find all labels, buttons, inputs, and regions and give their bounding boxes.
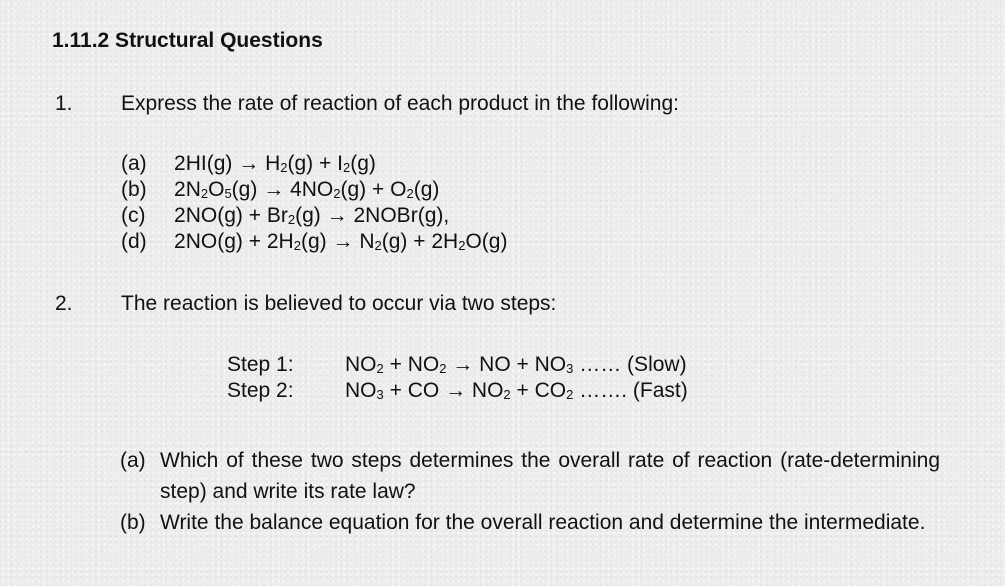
equation-text: $2NO(g) + 2H_2(g) \to N_2(g) + 2H_2O(g)$ [174,230,508,253]
reaction-step [227,352,688,378]
step-equation: $NO_2 + NO_2$ → NO + $NO_3$ …… (Slow) [345,353,687,376]
question-1-number: 1. [55,92,73,115]
step-equation: $NO_3$ + CO → $NO_2 + CO_2$ ……. (Fast) [345,379,688,402]
step-label: Step 2: [227,379,294,402]
equation-text: $2NO(g) + Br_2(g)$ → 2NOBr(g), [174,204,450,227]
question-2-number: 2. [55,292,73,315]
equation-label: (a) [121,152,147,175]
equation-item [121,203,507,229]
sub-question-label: (b) [120,511,146,534]
equation-item [121,177,507,203]
equation-text: $2N_2O_5(g) \to 4NO_2(g) + O_2(g)$ [174,178,440,201]
question-2-prompt: The reaction is believed to occur via two steps: [121,292,557,315]
section-heading: 1.11.2 Structural Questions [52,29,323,52]
question-1-prompt: Express the rate of reaction of each product in the following: [121,92,679,115]
sub-question [120,507,940,538]
reaction-steps [227,352,688,404]
equation-label: (d) [121,230,147,253]
sub-question-text: Write the balance equation for the overall reaction and determine the intermediate. [160,511,926,534]
question-1-equation-list [121,151,507,255]
equation-text: $2HI(g) \to H_2(g) + I_2(g)$ [174,152,376,175]
equation-label: (b) [121,178,147,201]
step-label: Step 1: [227,353,294,376]
equation-item [121,151,507,177]
reaction-step [227,378,688,404]
equation-label: (c) [121,204,146,227]
sub-question [120,445,940,507]
sub-question-label: (a) [120,449,146,472]
equation-item [121,229,507,255]
sub-question-text: Which of these two steps determines the overall rate of reaction (rate-determining step) and write its rate law? [160,449,940,503]
